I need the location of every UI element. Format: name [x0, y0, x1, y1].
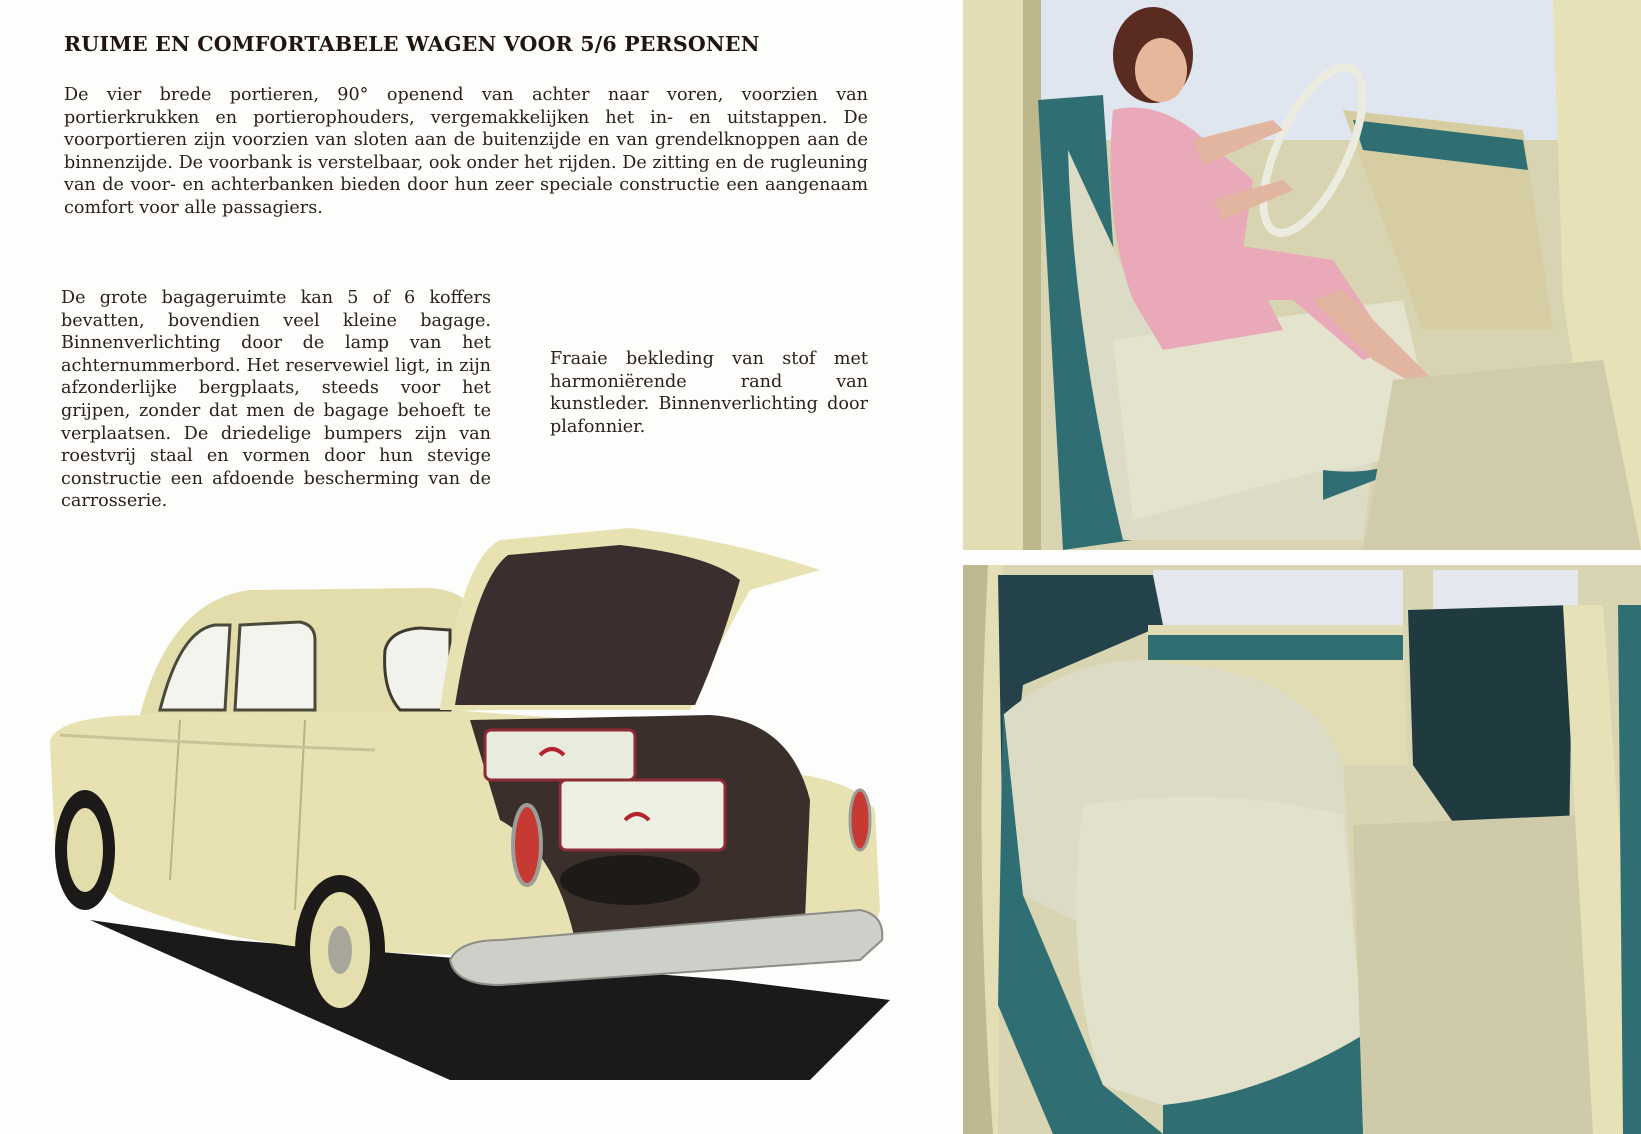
- paragraph-upholstery: Fraaie bekleding van stof met harmoniërende rand van kunstleder. Binnenverlichting door plafonnier.: [550, 349, 868, 437]
- photo-divider: [963, 550, 1641, 565]
- column-divider: [955, 0, 963, 1134]
- car-trunk-photo: [30, 520, 930, 1120]
- front-seat-photo: [963, 0, 1641, 550]
- paragraph-doors: De vier brede portieren, 90° openend van achter naar voren, voorzien van portierkrukken en portierophouders, vergemakkelijken het in- en uitstappen. De voorportieren zijn voorzien van sloten aan de buitenzijde en van grendelknoppen aan de binnenzijde. De voorbank is verstelbaar, ook onder het rijden. De zitting en de rugleuning van de voor- en achterbanken bieden door hun zeer speciale constructie een aangenaam comfort voor alle passagiers.: [64, 85, 868, 218]
- rear-seat-photo: [963, 565, 1641, 1134]
- paragraph-luggage: De grote bagageruimte kan 5 of 6 koffers bevatten, bovendien veel kleine bagage. Binnenverlichting door de lamp van het achternummerbord. Het reservewiel ligt, in zijn afzonderlijke bergplaats, steeds voor het grijpen, zonder dat men de bagage behoeft te verplaatsen. De driedelige bumpers zijn van roestvrij staal en vormen door hun stevige constructie een afdoende bescherming van de carrosserie.: [61, 288, 491, 512]
- page-heading: RUIME EN COMFORTABELE WAGEN VOOR 5/6 PERSONEN: [64, 32, 760, 56]
